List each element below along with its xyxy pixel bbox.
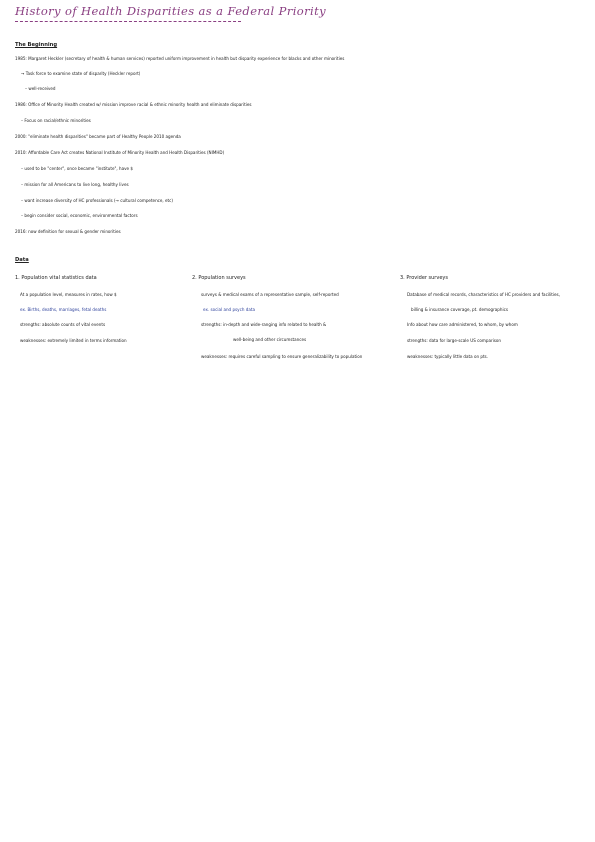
beginning-line-1986: 1986: Office of Minority Health created w/ mission improve racial & ethnic minority health and eliminate disparities (15, 102, 252, 107)
title-underline (15, 21, 241, 22)
beginning-line-task-force: → Task force to examine state of disparity (Heckler report) (21, 71, 141, 76)
beginning-line-center: – used to be "center", once became "institute", have $ (21, 166, 133, 171)
beginning-line-1985: 1985: Margaret Heckler (secretary of health & human services) reported uniform improvement in health but disparity experience for blacks and other minorities (15, 56, 345, 61)
data-column-2-title: 2. Population surveys (192, 275, 246, 281)
data-column-2-strengths-cont: well-being and other circumstances (233, 337, 307, 342)
data-column-2-line: surveys & medical exams of a representative sample, self-reported (201, 292, 339, 297)
data-column-1-weaknesses: weaknesses: extremely limited in terms information (20, 338, 127, 343)
data-column-3-info: Info about how care administered, to whom, by whom (407, 322, 518, 327)
beginning-line-2010: 2010: Affordable Care Act creates National Institute of Minority Health and Health Disparities (NIMHD) (15, 150, 225, 155)
data-column-1-example: ex. Births, deaths, marriages, fetal deaths (20, 307, 107, 312)
beginning-line-2000: 2000: "eliminate health disparities" became part of Healthy People 2010 agenda (15, 134, 181, 139)
section-heading-beginning: The Beginning (15, 42, 58, 48)
data-column-1-title: 1. Population vital statistics data (15, 275, 97, 281)
data-column-2-weaknesses: weaknesses: requires careful sampling to ensure generalizability to population (201, 354, 363, 359)
beginning-line-2016: 2016: now definition for sexual & gender minorities (15, 229, 121, 234)
data-column-3-title: 3. Provider surveys (400, 275, 448, 281)
data-column-3-line-cont: billing & insurance coverage, pt. demographics (411, 307, 508, 312)
beginning-line-diversity: – want increase diversity of HC professionals (→ cultural competence, etc) (21, 198, 174, 203)
data-column-1-line: At a population level, measures in rates, how $ (20, 292, 117, 297)
data-column-3-strengths: strengths: data for large-scale US comparison (407, 338, 502, 343)
beginning-line-mission: – mission for all Americans to live long, healthy lives (21, 182, 129, 187)
beginning-line-well-received: – well-received (25, 86, 56, 91)
data-column-3-line: Database of medical records, characteristics of HC providers and facilities, (407, 292, 560, 297)
section-heading-data: Data (15, 257, 29, 263)
data-column-1-strengths: strengths: absolute counts of vital events (20, 322, 106, 327)
beginning-line-factors: – begin consider social, economic, environmental factors (21, 213, 138, 218)
data-column-2-example: ex. social and psych data (203, 307, 255, 312)
beginning-line-focus: – Focus on racial/ethnic minorities (21, 118, 91, 123)
page-title: History of Health Disparities as a Federal Priority (15, 4, 327, 18)
data-column-2-strengths: strengths: in-depth and wide-ranging info related to health & (201, 322, 327, 327)
data-column-3-weaknesses: weaknesses: typically little data on pts. (407, 354, 488, 359)
